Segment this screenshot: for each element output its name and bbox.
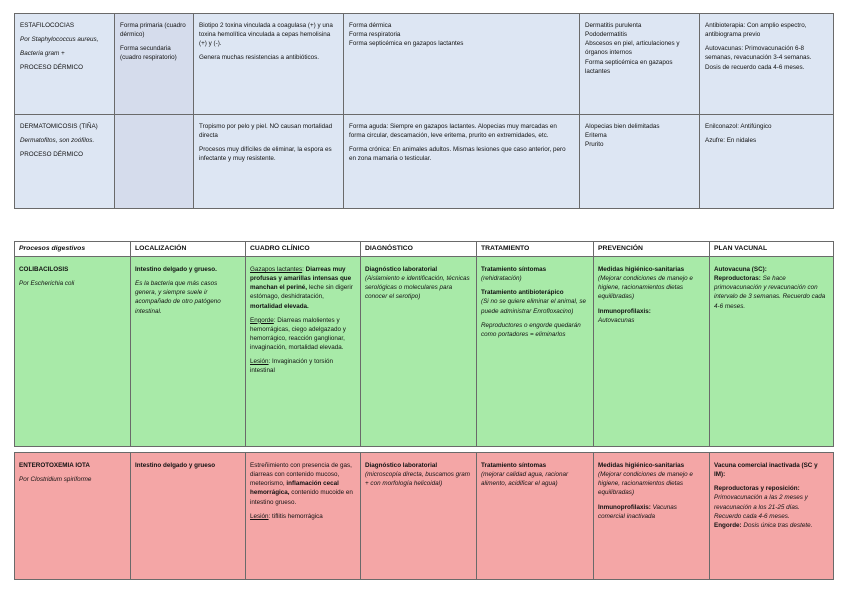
clinical-paragraph xyxy=(250,512,355,521)
disease-cell xyxy=(15,257,131,447)
vaccine-title: Vacuna comercial inactivada (SC y IM): xyxy=(714,462,818,479)
pathogen-text: Genera muchas resistencias a antibióticos. xyxy=(199,54,320,62)
prevention-paragraph xyxy=(598,461,704,498)
treatment-title: Tratamiento síntomas xyxy=(481,462,547,469)
treatment-text: Enilconazol: Antifúngico xyxy=(705,123,772,130)
treatment-cell xyxy=(477,257,594,447)
clinical-label: Gazapos lactantes xyxy=(250,266,303,273)
pathogen-text: Procesos muy difíciles de eliminar, la espora es infectante y muy resistente. xyxy=(199,146,332,163)
prevention-title: Medidas higiénico-sanitarias xyxy=(598,266,685,273)
prevention-text: (Mejorar condiciones de manejo e higiene, racionamientos dietas equilibradas) xyxy=(598,275,693,301)
treatment-title: Tratamiento síntomas xyxy=(481,266,547,273)
lesions-cell xyxy=(580,14,700,115)
pathogen-text: Biotipo 2 toxina vinculada a coagulasa (+) y una toxina hemolítica vinculada a cepas hemolisina (+) y (-). xyxy=(199,22,333,48)
vaccine-subtitle: Reproductoras: xyxy=(714,275,761,283)
clinical-line: Forma respiratoria xyxy=(349,31,401,39)
clinical-text: : xyxy=(302,266,306,273)
vaccine-text: Dosis única tras destete. xyxy=(741,521,813,529)
treatment-cell xyxy=(700,14,834,115)
clinical-text: Forma aguda: Siempre en gazapos lactantes. Alopecias muy marcadas en forma circular, descamación, leve eritema, prurito en extremidades, etc. xyxy=(349,123,557,140)
treatment-text: (mejorar calidad agua, racionar alimento, acidificar el agua) xyxy=(481,471,569,488)
column-header: Procesos digestivos xyxy=(15,242,131,257)
clinical-text: Estreñimiento con presencia de gas, diarreas con contenido mucoso, meteorismo, xyxy=(250,462,352,488)
form-secondary: Forma secundaria (cuadro respiratorio) xyxy=(120,45,177,62)
vaccine-paragraph xyxy=(714,521,828,530)
disease-name: ESTAFILOCOCIAS xyxy=(20,22,75,29)
prevention-cell xyxy=(594,453,710,580)
vaccine-paragraph xyxy=(714,484,828,521)
clinical-paragraph xyxy=(250,461,355,507)
disease-name: ENTEROTOXEMIA IOTA xyxy=(19,462,90,469)
clinical-label: Engorde xyxy=(250,316,274,324)
diagnosis-title: Diagnóstico laboratorial xyxy=(365,266,438,273)
prevention-paragraph xyxy=(598,503,704,521)
treatment-text: Azufre: En nidales xyxy=(705,137,757,145)
vaccine-cell xyxy=(710,257,834,447)
lesion-line: Abscesos en piel, articulaciones y órganos internos xyxy=(585,40,680,57)
lesion-line: Alopecias bien delimitadas xyxy=(585,123,660,130)
causal-agent: Por Staphylococcus aureus, xyxy=(20,36,99,44)
column-header: TRATAMIENTO xyxy=(477,242,594,257)
disease-name: DERMATOMICOSIS (TIÑA) xyxy=(20,123,98,130)
column-header: LOCALIZACIÓN xyxy=(131,242,246,257)
lesion-line: Prurito xyxy=(585,141,604,149)
lesion-line: Dermatitis purulenta xyxy=(585,22,642,29)
vaccine-text: Primovacunación a las 2 meses y revacunación a los 21-25 días. Recuerdo cada 4-6 meses. xyxy=(714,494,808,520)
disease-name: COLIBACILOSIS xyxy=(19,266,69,273)
forms-cell xyxy=(115,14,194,115)
skin-diseases-table xyxy=(14,13,834,209)
treatment-text: (Si no se quiere eliminar el animal, se puede administrar Enrofloxacino) xyxy=(481,298,586,315)
vaccine-subtitle: Reproductoras y reposición: xyxy=(714,485,800,493)
lesion-line: Pododermatitis xyxy=(585,31,627,39)
lesion-line: Eritema xyxy=(585,132,607,140)
table-row xyxy=(15,257,834,447)
treatment-cell xyxy=(700,115,834,209)
lesions-cell xyxy=(580,115,700,209)
clinical-text: : tiflitis hemorrágica xyxy=(268,512,323,520)
clinical-emphasis: inflamación cecal hemorrágica, xyxy=(250,480,339,497)
digestive-diseases-table xyxy=(14,241,834,580)
clinical-paragraph xyxy=(250,316,355,353)
treatment-text: Antibioterapia: Con amplio espectro, antibiograma previo xyxy=(705,22,807,39)
vaccine-text: Se hace primovacunación y revacunación con intervalo de 3 semanas. Recuerdo cada 4-6 meses. xyxy=(714,275,826,310)
clinical-cell xyxy=(344,115,580,209)
vaccine-title: Autovacuna (SC): xyxy=(714,266,767,273)
column-header: PLAN VACUNAL xyxy=(710,242,834,257)
table-row xyxy=(15,115,834,209)
location-title: Intestino delgado y grueso xyxy=(135,462,216,469)
treatment-text: (rehidratación) xyxy=(481,275,522,283)
clinical-cell xyxy=(246,257,361,447)
treatment-cell xyxy=(477,453,594,580)
clinical-text: : Diarreas malolientes y hemorrágicas, ciego adelgazado y hemorrágico, reacción ganglionar, invaginación, mortalidad elevada. xyxy=(250,316,346,351)
clinical-paragraph xyxy=(250,265,355,311)
prevention-cell xyxy=(594,257,710,447)
table-header-row xyxy=(15,242,834,257)
disease-cell xyxy=(15,453,131,580)
disease-cell xyxy=(15,115,115,209)
diagnosis-title: Diagnóstico laboratorial xyxy=(365,462,438,469)
form-primary: Forma primaria (cuadro dérmico) xyxy=(120,22,186,39)
clinical-cell xyxy=(344,14,580,115)
clinical-text: contenido mucoide en intestino grueso. xyxy=(250,489,353,506)
table-row xyxy=(15,453,834,580)
causal-agent: Por Escherichia coli xyxy=(19,280,75,288)
pathogen-cell xyxy=(194,14,344,115)
vaccine-cell xyxy=(710,453,834,580)
prevention-text: Vacunas comercial inactivada xyxy=(598,503,677,520)
location-cell xyxy=(131,257,246,447)
lesion-line: Forma septicémica en gazapos lactantes xyxy=(585,58,673,75)
forms-cell xyxy=(115,115,194,209)
clinical-label: Lesión xyxy=(250,358,269,366)
diagnosis-text: (microscopía directa, buscamos gram + con morfología helicoidal) xyxy=(365,471,470,488)
column-header: CUADRO CLÍNICO xyxy=(246,242,361,257)
clinical-text: Forma crónica: En animales adultos. Mismas lesiones que caso anterior, pero en zona mamaria o testicular. xyxy=(349,146,566,163)
clinical-label: Lesión xyxy=(250,512,269,520)
clinical-emphasis: Diarreas muy profusas y amarillas intensas que manchan el periné, xyxy=(250,266,352,292)
clinical-text: leche sin digerir estómago, deshidratación, xyxy=(250,284,353,301)
clinical-line: Forma dérmica xyxy=(349,22,392,29)
process-type: PROCESO DÉRMICO xyxy=(20,64,83,72)
pathogen-text: Tropismo por pelo y piel. NO causan mortalidad directa xyxy=(199,123,333,140)
pathogen-cell xyxy=(194,115,344,209)
prevention-paragraph xyxy=(598,265,704,302)
prevention-title: Inmunoprofilaxis: xyxy=(598,503,651,511)
diagnosis-text: (Aislamiento e identificación, técnicas serológicas o moleculares para conocer el serotipo) xyxy=(365,275,470,301)
vaccine-paragraph xyxy=(714,274,828,311)
prevention-title: Medidas higiénico-sanitarias xyxy=(598,462,685,469)
prevention-text: Autovacunas xyxy=(598,316,635,324)
disease-cell xyxy=(15,14,115,115)
column-header: PREVENCIÓN xyxy=(594,242,710,257)
treatment-title: Tratamiento antibioterápico xyxy=(481,289,564,297)
column-header: DIAGNÓSTICO xyxy=(361,242,477,257)
location-cell xyxy=(131,453,246,580)
treatment-text: Reproductores o engorde quedarán como portadores = eliminarlos xyxy=(481,321,581,338)
causal-agent: Dermatofitos, son zoófilos. xyxy=(20,137,95,145)
location-title: Intestino delgado y grueso. xyxy=(135,266,217,273)
clinical-text: : Invaginación y torsión intestinal xyxy=(250,358,333,375)
process-type: PROCESO DÉRMICO xyxy=(20,151,83,159)
location-text: Es la bacteria que más casos genera, y siempre suele ir acompañado de otro patógeno intestinal. xyxy=(135,280,221,315)
clinical-emphasis: mortalidad elevada. xyxy=(250,302,309,310)
clinical-paragraph xyxy=(250,357,355,375)
causal-agent-type: Bacteria gram + xyxy=(20,50,65,58)
prevention-text: (Mejorar condiciones de manejo e higiene, racionamientos dietas equilibradas) xyxy=(598,471,693,497)
diagnosis-cell xyxy=(361,257,477,447)
vaccine-subtitle: Engorde: xyxy=(714,521,742,529)
table-row xyxy=(15,14,834,115)
diagnosis-cell xyxy=(361,453,477,580)
treatment-text: Autovacunas: Primovacunación 6-8 semanas, revacunación 3-4 semanas. Dosis de recuerdo cada 4-6 meses. xyxy=(705,45,812,71)
causal-agent: Por Clostridium spiriforme xyxy=(19,476,92,484)
clinical-line: Forma septicémica en gazapos lactantes xyxy=(349,40,464,48)
prevention-title: Inmunoprofilaxis: xyxy=(598,307,651,315)
clinical-cell xyxy=(246,453,361,580)
